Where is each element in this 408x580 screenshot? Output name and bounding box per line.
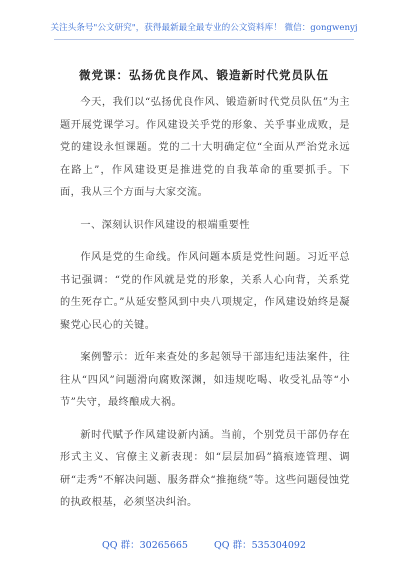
paragraph-new-era: 新时代赋予作风建设新内涵。当前，个别党员干部仍存在形式主义、官僚主义新表现：如“层层加码”搞痕迹管理、调研“走秀”不解决问题、服务群众“推拖绕”等。这些问题侵蚀党的执政根基，必须坚决纠治。 xyxy=(60,429,350,508)
header-divider xyxy=(54,39,354,40)
paragraph-case-warning: 案例警示：近年来查处的多起领导干部违纪违法案件，往往从“四风”问题滑向腐败深渊，如违规吃喝、收受礼品等“小节”失守，最终酿成大祸。 xyxy=(60,352,350,408)
footer-qq-group-2: QQ 群：535304092 xyxy=(213,540,306,551)
document-title: 微党课：弘扬优良作风、锻造新时代党员队伍 xyxy=(79,68,329,82)
footer-qq-group-1: QQ 群：30265665 xyxy=(102,540,188,551)
document-body xyxy=(60,92,350,525)
header-banner: 关注头条号"公文研究"，获得最新最全最专业的公文资料库！ 微信：gongwenyj xyxy=(50,23,358,33)
footer xyxy=(0,537,408,551)
paragraph-style-lifeline: 作风是党的生命线。作风问题本质是党性问题。习近平总书记强调：“党的作风就是党的形象，关系人心向背，关系党的生死存亡。”从延安整风到中央八项规定，作风建设始终是凝聚党心民心的关键。 xyxy=(60,252,350,331)
paragraph-intro: 今天，我们以“弘扬优良作风、锻造新时代党员队伍”为主题开展党课学习。作风建设关乎党的形象、关乎事业成败，是党的建设永恒课题。党的二十大明确定位“全面从严治党永远在路上”，作风建设更是推进党的自我革命的重要抓手。下面，我从三个方面与大家交流。 xyxy=(60,97,350,198)
section-heading-1: 一、深刻认识作风建设的根端重要性 xyxy=(80,219,250,231)
